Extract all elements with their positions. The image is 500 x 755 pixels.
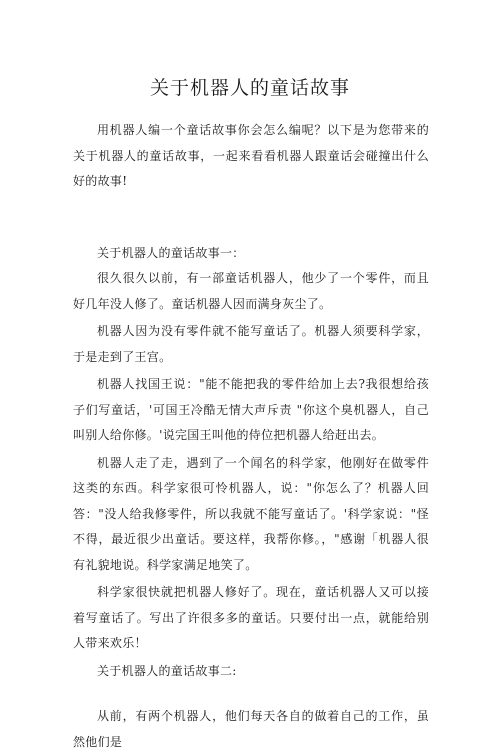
page-title: 关于机器人的童话故事 <box>149 77 350 99</box>
story-paragraph: 机器人因为没有零件就不能写童话了。机器人须要科学家，于是走到了王宫。 <box>73 324 429 364</box>
story-paragraph: 机器人找国王说："能不能把我的零件给加上去?我很想给孩子们写童话，'可国王冷酷无情大声斥责 "你这个臭机器人，自己叫别人给你修。'说完国王叫他的侍位把机器人给赶出去。 <box>73 377 429 442</box>
intro-paragraph: 用机器人编一个童话故事你会怎么编呢？以下是为您带来的关于机器人的童话故事，一起来看看机器人跟童话会碰撞出什么好的故事! <box>73 123 429 188</box>
story-paragraph: 科学家很快就把机器人修好了。现在，童话机器人又可以接着写童话了。写出了许很多多的童话。只要付出一点，就能给别人带来欢乐！ <box>73 585 429 650</box>
story-paragraph: 从前，有两个机器人，他们每天各自的做着自己的工作，虽然他们是 <box>73 709 429 749</box>
document-body <box>73 118 429 755</box>
section-heading-2: 关于机器人的童话故事二: <box>97 663 237 678</box>
story-paragraph: 机器人走了走，遇到了一个闻名的科学家，他刚好在做零件这类的东西。科学家很可怜机器人，说："你怎么了？机器人回答："没人给我修零件，所以我就不能写童话了。'科学家说："怪不得，最近很少出童话。要这样，我帮你修。，"感谢「机器人很有礼貌地说。科学家满足地笑了。 <box>73 455 429 572</box>
story-paragraph: 很久很久以前，有一部童话机器人，他少了一个零件，而且好几年没人修了。童话机器人因而满身灰尘了。 <box>73 271 429 311</box>
section-heading-1: 关于机器人的童话故事一： <box>97 245 245 260</box>
